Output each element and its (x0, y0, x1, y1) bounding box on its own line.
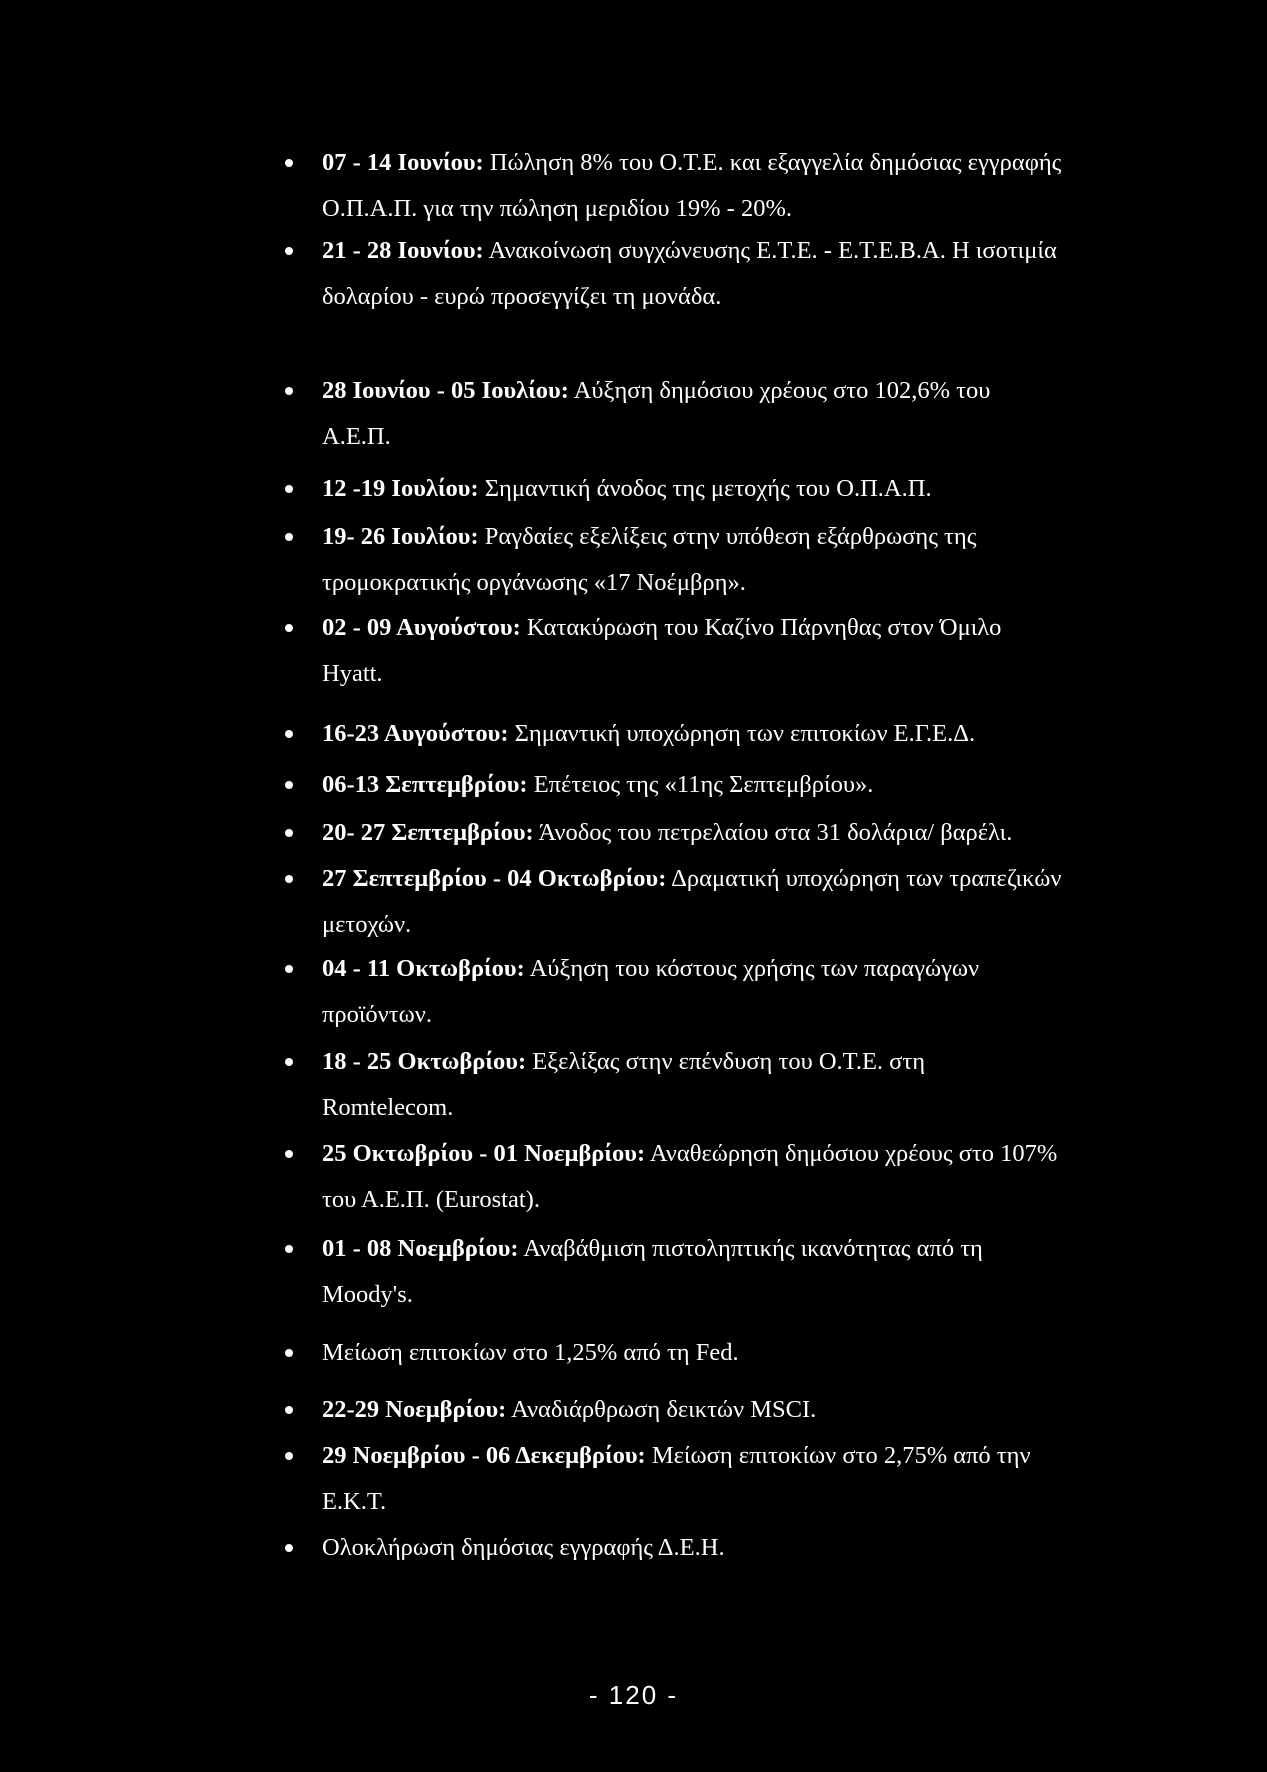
timeline-date: 07 - 14 Ιουνίου: (322, 149, 484, 176)
timeline-date: 12 -19 Ιουλίου: (322, 475, 479, 502)
bullet-icon (285, 533, 293, 541)
bullet-icon (285, 781, 293, 789)
timeline-item (322, 1525, 1062, 1571)
timeline-text: Εξελίξας στην επένδυση του Ο.Τ.Ε. στη Romtelecom. (322, 1048, 926, 1121)
bullet-icon (285, 1150, 293, 1158)
timeline-item (322, 1330, 1062, 1376)
timeline-text: Κατακύρωση του Καζίνο Πάρνηθας στον Όμιλο Hyatt. (322, 614, 1002, 687)
timeline-item (322, 1433, 1062, 1525)
timeline-text: Ολοκλήρωση δημόσιας εγγραφής Δ.Ε.Η. (322, 1534, 725, 1561)
bullet-icon (285, 1406, 293, 1414)
timeline-text: Αναδιάρθρωση δεικτών MSCI. (506, 1396, 817, 1423)
timeline-date: 18 - 25 Οκτωβρίου: (322, 1048, 527, 1075)
timeline-text: Δραματική υποχώρηση των τραπεζικών μετοχών. (322, 865, 1062, 938)
timeline-text: Αύξηση του κόστους χρήσης των παραγώγων προϊόντων. (322, 955, 980, 1028)
bullet-icon (285, 624, 293, 632)
timeline-item (322, 711, 1062, 757)
bullet-icon (285, 965, 293, 973)
bullet-icon (285, 485, 293, 493)
timeline-item (322, 466, 1062, 512)
timeline-item (322, 140, 1062, 232)
timeline-item (322, 368, 1062, 460)
timeline-text: Αναβάθμιση πιστοληπτικής ικανότητας από τη Moody's. (322, 1235, 983, 1308)
timeline-text: Ραγδαίες εξελίξεις στην υπόθεση εξάρθρωσης της τρομοκρατικής οργάνωσης «17 Νοέμβρη». (322, 523, 977, 596)
timeline-text: Μείωση επιτοκίων στο 1,25% από τη Fed. (322, 1339, 739, 1366)
bullet-icon (285, 829, 293, 837)
timeline-text: Άνοδος του πετρελαίου στα 31 δολάρια/ βαρέλι. (533, 819, 1013, 846)
timeline-date: 22-29 Νοεμβρίου: (322, 1396, 507, 1423)
bullet-icon (285, 1058, 293, 1066)
timeline-date: 25 Οκτωβρίου - 01 Νοεμβρίου: (322, 1140, 646, 1167)
timeline-text: Πώληση 8% του Ο.Τ.Ε. και εξαγγελία δημόσιας εγγραφής Ο.Π.Α.Π. για την πώληση μεριδίου 19% - 20%. (322, 149, 1062, 222)
timeline-item (322, 605, 1062, 697)
bullet-icon (285, 730, 293, 738)
timeline-date: 04 - 11 Οκτωβρίου: (322, 955, 525, 982)
timeline-date: 20- 27 Σεπτεμβρίου: (322, 819, 534, 846)
bullet-icon (285, 1544, 293, 1552)
timeline-item (322, 1131, 1062, 1223)
bullet-icon (285, 1452, 293, 1460)
timeline-text: Επέτειος της «11ης Σεπτεμβρίου». (527, 771, 874, 798)
bullet-icon (285, 1349, 293, 1357)
timeline-text: Σημαντική άνοδος της μετοχής του Ο.Π.Α.Π. (478, 475, 932, 502)
timeline-item (322, 1387, 1062, 1433)
timeline-item (322, 762, 1062, 808)
timeline-item (322, 1226, 1062, 1318)
timeline-item (322, 514, 1062, 606)
timeline-date: 16-23 Αυγούστου: (322, 720, 509, 747)
timeline-text: Αύξηση δημόσιου χρέους στο 102,6% του Α.Ε.Π. (322, 377, 991, 450)
page-number: - 120 - (588, 1680, 679, 1710)
bullet-icon (285, 159, 293, 167)
timeline-item (322, 946, 1062, 1038)
timeline-date: 21 - 28 Ιουνίου: (322, 237, 484, 264)
timeline-date: 29 Νοεμβρίου - 06 Δεκεμβρίου: (322, 1442, 646, 1469)
timeline-date: 19- 26 Ιουλίου: (322, 523, 479, 550)
timeline-date: 27 Σεπτεμβρίου - 04 Οκτωβρίου: (322, 865, 667, 892)
bullet-icon (285, 875, 293, 883)
timeline-date: 01 - 08 Νοεμβρίου: (322, 1235, 519, 1262)
bullet-icon (285, 1245, 293, 1253)
bullet-icon (285, 247, 293, 255)
timeline-item (322, 228, 1062, 320)
timeline-text: Αναθεώρηση δημόσιου χρέους στο 107% του Α.Ε.Π. (Eurostat). (322, 1140, 1058, 1213)
timeline-date: 28 Ιουνίου - 05 Ιουλίου: (322, 377, 569, 404)
timeline-text: Ανακοίνωση συγχώνευσης Ε.Τ.Ε. - Ε.Τ.Ε.Β.Α. Η ισοτιμία δολαρίου - ευρώ προσεγγίζει τη μονάδα. (322, 237, 1057, 310)
timeline-item (322, 810, 1062, 856)
timeline-item (322, 1039, 1062, 1131)
timeline-text: Σημαντική υποχώρηση των επιτοκίων Ε.Γ.Ε.Δ. (508, 720, 976, 747)
timeline-date: 02 - 09 Αυγούστου: (322, 614, 521, 641)
timeline-date: 06-13 Σεπτεμβρίου: (322, 771, 528, 798)
timeline-text: Μείωση επιτοκίων στο 2,75% από την Ε.Κ.Τ. (322, 1442, 1031, 1515)
bullet-icon (285, 387, 293, 395)
timeline-item (322, 856, 1062, 948)
